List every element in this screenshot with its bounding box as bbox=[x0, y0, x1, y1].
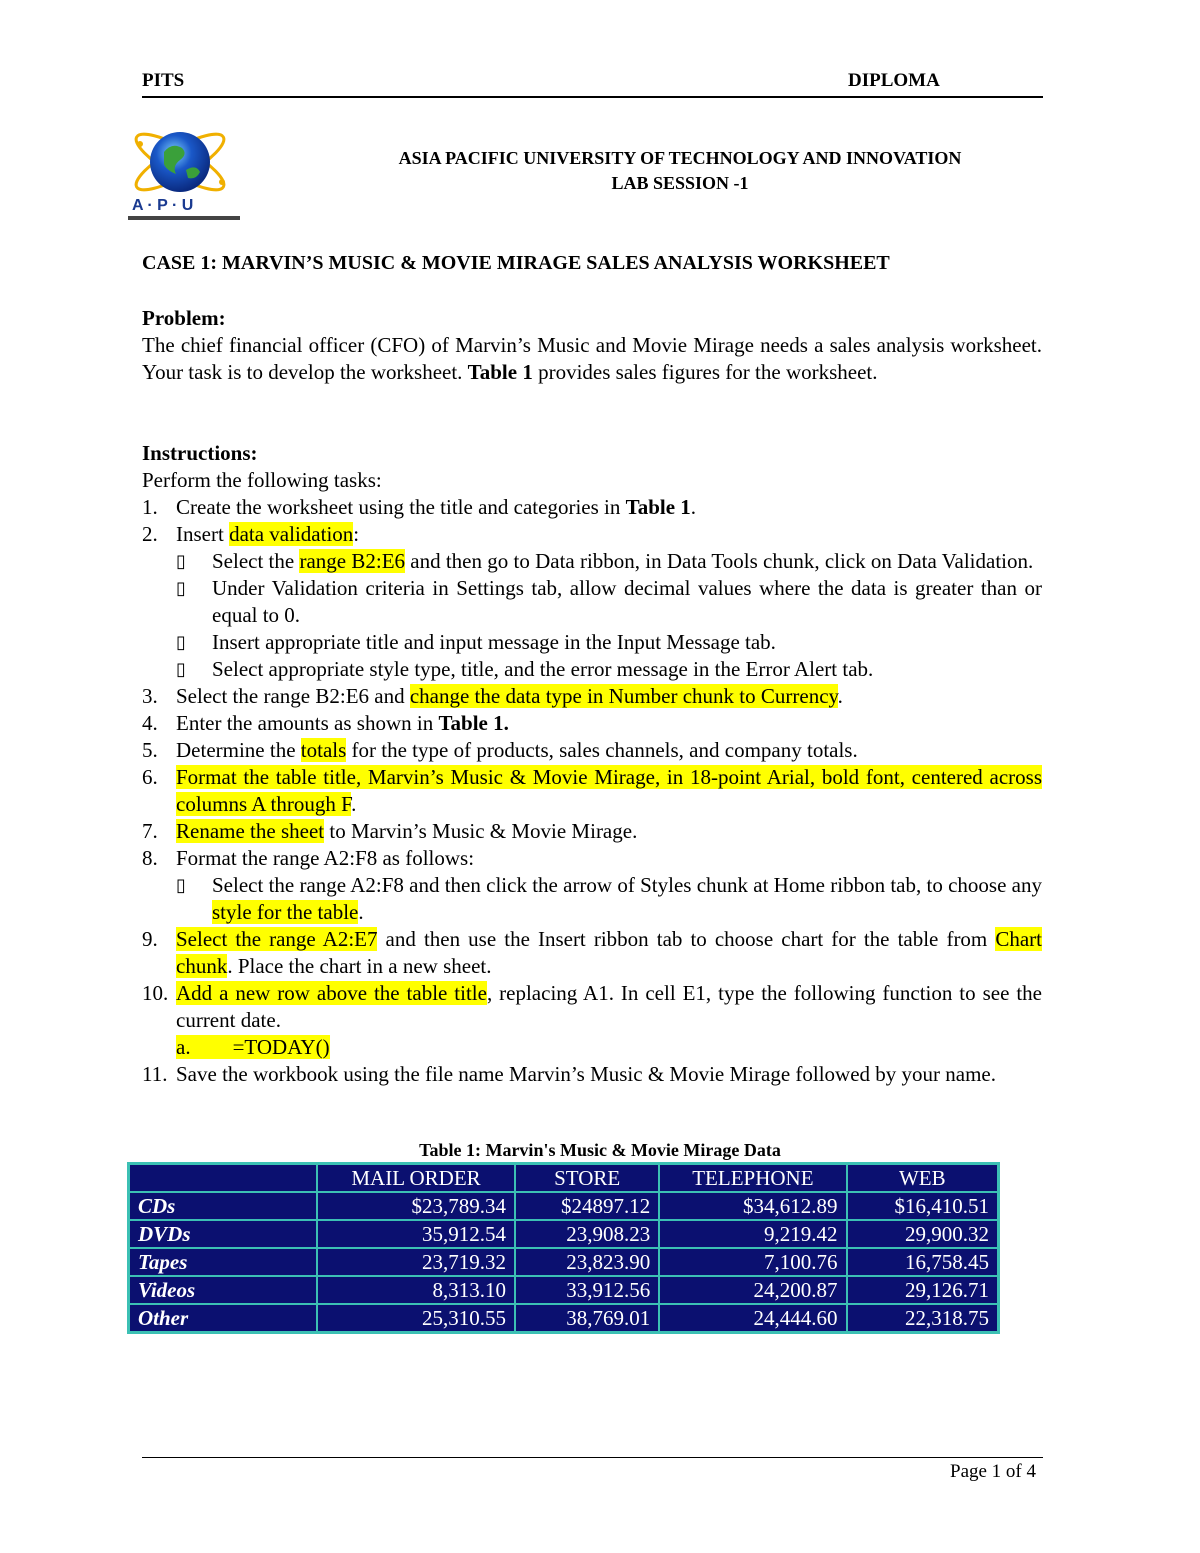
step-8: 8. Format the range A2:F8 as follows: bbox=[142, 846, 475, 870]
step-6: 6. Format the table title, Marvin’s Music & Movie Mirage, in 18-point Arial, bold font, centered across columns A through F. bbox=[142, 765, 1042, 816]
institution-block bbox=[260, 146, 1100, 196]
step-10-a: a. =TODAY() bbox=[176, 1035, 330, 1059]
table-cell: $16,410.51 bbox=[847, 1192, 999, 1220]
institution-name: ASIA PACIFIC UNIVERSITY OF TECHNOLOGY AND INNOVATION bbox=[398, 148, 962, 168]
row-label: Other bbox=[129, 1304, 318, 1333]
bullet-icon: ▯ bbox=[176, 875, 186, 896]
table-cell: 22,318.75 bbox=[847, 1304, 999, 1333]
row-label: Tapes bbox=[129, 1248, 318, 1276]
header-left: PITS bbox=[142, 70, 185, 91]
table-row bbox=[129, 1192, 999, 1220]
table-row bbox=[129, 1220, 999, 1248]
step-10: 10. Add a new row above the table title, replacing A1. In cell E1, type the following function to see the current date. bbox=[142, 981, 1042, 1032]
instructions-section bbox=[142, 440, 1042, 1088]
bullet-icon: ▯ bbox=[176, 659, 186, 680]
table-cell: 35,912.54 bbox=[317, 1220, 515, 1248]
step-5: 5. Determine the totals for the type of products, sales channels, and company totals. bbox=[142, 738, 858, 762]
table-cell: 38,769.01 bbox=[515, 1304, 659, 1333]
problem-section bbox=[142, 305, 1042, 386]
table-cell: 24,444.60 bbox=[659, 1304, 846, 1333]
step-2-bullet-4: ▯ Select appropriate style type, title, and the error message in the Error Alert tab. bbox=[176, 657, 874, 681]
table-cell: 9,219.42 bbox=[659, 1220, 846, 1248]
table-cell: 24,200.87 bbox=[659, 1276, 846, 1304]
table-cell: $34,612.89 bbox=[659, 1192, 846, 1220]
table-caption: Table 1: Marvin's Music & Movie Mirage Data bbox=[419, 1140, 781, 1160]
page-number: Page 1 of 4 bbox=[950, 1461, 1037, 1482]
table-cell: 8,313.10 bbox=[317, 1276, 515, 1304]
step-1: 1. Create the worksheet using the title and categories in Table 1. bbox=[142, 495, 697, 519]
table-cell: 33,912.56 bbox=[515, 1276, 659, 1304]
column-header bbox=[129, 1164, 318, 1193]
step-11: 11. Save the workbook using the file name Marvin’s Music & Movie Mirage followed by your name. bbox=[142, 1062, 997, 1086]
table-header-row bbox=[129, 1164, 999, 1193]
problem-heading: Problem: bbox=[142, 306, 226, 330]
table-cell: 23,719.32 bbox=[317, 1248, 515, 1276]
instructions-intro: Perform the following tasks: bbox=[142, 468, 382, 492]
step-2: 2. Insert data validation: bbox=[142, 522, 360, 546]
row-label: CDs bbox=[129, 1192, 318, 1220]
problem-text: The chief financial officer (CFO) of Marvin’s Music and Movie Mirage needs a sales analysis worksheet. Your task is to develop the worksheet. Table 1 provides sales figures for the worksheet. bbox=[142, 333, 1042, 384]
step-7: 7. Rename the sheet to Marvin’s Music & Movie Mirage. bbox=[142, 819, 638, 843]
column-header: STORE bbox=[515, 1164, 659, 1193]
column-header: WEB bbox=[847, 1164, 999, 1193]
table-row bbox=[129, 1248, 999, 1276]
step-3: 3. Select the range B2:E6 and change the data type in Number chunk to Currency. bbox=[142, 684, 843, 708]
logo-text: A · P · U bbox=[132, 197, 194, 214]
column-header: MAIL ORDER bbox=[317, 1164, 515, 1193]
bullet-icon: ▯ bbox=[176, 632, 186, 653]
table-cell: 7,100.76 bbox=[659, 1248, 846, 1276]
table-row bbox=[129, 1276, 999, 1304]
instructions-heading: Instructions: bbox=[142, 441, 258, 465]
case-title: CASE 1: MARVIN’S MUSIC & MOVIE MIRAGE SALES ANALYSIS WORKSHEET bbox=[142, 252, 890, 274]
header-right: DIPLOMA bbox=[848, 70, 940, 91]
table-cell: 23,823.90 bbox=[515, 1248, 659, 1276]
table-cell: 23,908.23 bbox=[515, 1220, 659, 1248]
column-header: TELEPHONE bbox=[659, 1164, 846, 1193]
table-row bbox=[129, 1304, 999, 1333]
step-2-bullet-1: ▯ Select the range B2:E6 and then go to Data ribbon, in Data Tools chunk, click on Data Validation. bbox=[176, 549, 1034, 573]
table-cell: 29,126.71 bbox=[847, 1276, 999, 1304]
table-cell: $23,789.34 bbox=[317, 1192, 515, 1220]
bullet-icon: ▯ bbox=[176, 551, 186, 572]
bullet-icon: ▯ bbox=[176, 578, 186, 599]
table-cell: $24897.12 bbox=[515, 1192, 659, 1220]
step-4: 4. Enter the amounts as shown in Table 1. bbox=[142, 711, 509, 735]
row-label: Videos bbox=[129, 1276, 318, 1304]
apu-logo bbox=[124, 122, 264, 226]
session-title: LAB SESSION -1 bbox=[611, 173, 749, 193]
row-label: DVDs bbox=[129, 1220, 318, 1248]
globe-logo-icon bbox=[124, 122, 264, 226]
step-8-bullet-1: ▯ Select the range A2:F8 and then click the arrow of Styles chunk at Home ribbon tab, to choose any style for the table. bbox=[176, 873, 1042, 924]
table-cell: 29,900.32 bbox=[847, 1220, 999, 1248]
step-2-bullet-2: ▯ Under Validation criteria in Settings tab, allow decimal values where the data is greater than or equal to 0. bbox=[176, 576, 1042, 627]
header-rule bbox=[142, 96, 1043, 98]
table-cell: 16,758.45 bbox=[847, 1248, 999, 1276]
table-cell: 25,310.55 bbox=[317, 1304, 515, 1333]
footer-rule bbox=[142, 1457, 1043, 1458]
step-2-bullet-3: ▯ Insert appropriate title and input message in the Input Message tab. bbox=[176, 630, 776, 654]
step-9: 9. Select the range A2:E7 and then use the Insert ribbon tab to choose chart for the table from Chart chunk. Place the chart in a new sheet. bbox=[142, 927, 1042, 978]
sales-table bbox=[127, 1162, 1000, 1334]
